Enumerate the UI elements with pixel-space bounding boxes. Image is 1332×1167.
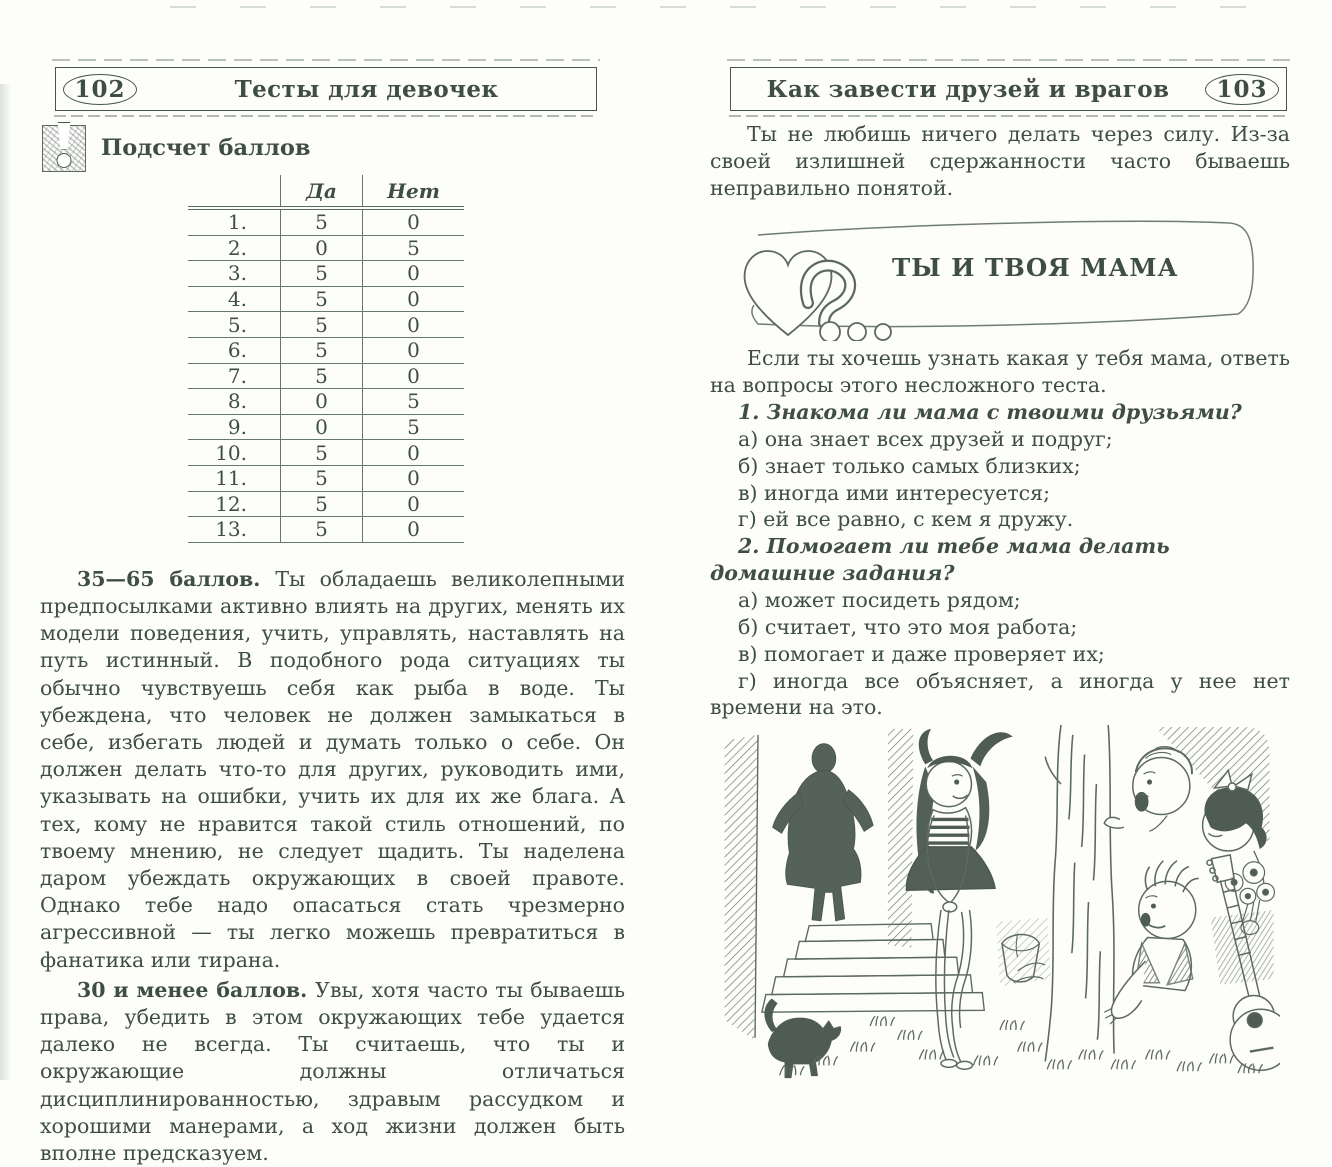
result-text: Ты обладаешь великолепными предпосылками активно влиять на других, менять их модели поведения, учить, управлять, наставлять на путь истинный. В подобного рода ситуациях ты обычно чувствуешь себя как рыба в воде. Ты убеждена, что человек не должен замыкаться в себе, избегать людей и думать только о себе. Он должен делать что-то для других, руководить ими, указывать на ошибки, учить их для их же блага. А тех, кому не нравится такой стиль отношений, по твоему мнению, не следует щадить. Ты наделена даром убеждать окружающих в своей правоте. Однако тебе надо опасаться стать чрезмерно агрессивной — ты легко можешь превратиться в фанатика или тирана. — [40, 566, 625, 972]
chapter-banner — [724, 213, 1290, 341]
question-1-option-g: г) ей все равно, с кем я дружу. — [738, 507, 1074, 532]
children-peeking-illustration — [718, 725, 1280, 1087]
left-page — [40, 60, 625, 1167]
test-intro-paragraph: Если ты хочешь узнать какая у тебя мама, ответь на вопросы этого несложного теста. — [710, 345, 1290, 397]
score-row: 7. 5 0 — [188, 364, 464, 390]
page-edge-shadow — [0, 84, 11, 1080]
page-number: 102 — [74, 75, 126, 103]
page-header-title: Тесты для девочек — [234, 75, 499, 103]
result-text: Увы, хотя часто ты бываешь права, убедить в этом окружающих тебе удается далеко не всегда. Ты считаешь, что ты и окружающие должны отличаться дисциплинированностью, здравым рассудком и хорошими манерами, а ход жизни должен быть вполне предсказуем. — [40, 977, 625, 1165]
exclamation-icon — [42, 125, 86, 172]
score-row: 6. 5 0 — [188, 338, 464, 364]
score-row: 5. 5 0 — [188, 312, 464, 338]
score-row: 10. 5 0 — [188, 440, 464, 466]
score-row: 13. 5 0 — [188, 517, 464, 543]
question-2-title: 2. Помогает ли тебе мама делать домашние задания? — [710, 534, 1170, 586]
right-page — [710, 60, 1290, 1091]
score-table-header — [188, 175, 464, 210]
right-page-header — [730, 67, 1287, 111]
score-section-header — [42, 124, 625, 172]
column-yes: Да — [280, 175, 362, 206]
question-2-option-b: б) считает, что это моя работа; — [738, 615, 1078, 639]
question-1-option-v: в) иногда ими интересуется; — [738, 480, 1051, 505]
score-row: 11. 5 0 — [188, 466, 464, 492]
section-title: Подсчет баллов — [101, 135, 311, 161]
question-2-option-g: г) иногда все объясняет, а иногда у нее нет времени на это. — [710, 668, 1290, 720]
question-2-option-v: в) помогает и даже проверяет их; — [738, 641, 1105, 666]
score-row: 9. 0 5 — [188, 415, 464, 441]
score-row: 3. 5 0 — [188, 261, 464, 287]
scan-artifact-rule — [170, 6, 1270, 8]
score-row: 1. 5 0 — [188, 210, 464, 236]
page-header-title: Как завести друзей и врагов — [766, 75, 1170, 103]
score-row: 2. 0 5 — [188, 236, 464, 262]
score-row: 12. 5 0 — [188, 492, 464, 518]
page-number: 103 — [1216, 75, 1268, 103]
question-1-option-b: б) знает только самых близких; — [738, 453, 1081, 478]
left-page-header — [55, 67, 597, 111]
intro-paragraph: Ты не любишь ничего делать через силу. Из-за своей излишней сдержанности часто бываешь неправильно понятой. — [710, 122, 1290, 201]
column-no: Нет — [362, 175, 464, 206]
page-number-oval — [63, 74, 137, 105]
chapter-title: ТЫ И ТВОЯ МАМА — [892, 252, 1179, 282]
result-lead: 35—65 баллов. — [77, 566, 276, 591]
score-row: 8. 0 5 — [188, 389, 464, 415]
score-table — [188, 175, 464, 543]
question-2-option-a: а) может посидеть рядом; — [738, 588, 1021, 613]
question-1-option-a: а) она знает всех друзей и подруг; — [738, 427, 1113, 452]
result-lead: 30 и менее баллов. — [77, 977, 316, 1002]
question-1-title: 1. Знакома ли мама с твоими друзьями? — [738, 400, 1242, 425]
result-paragraph-35-65 — [40, 566, 625, 974]
score-row: 4. 5 0 — [188, 287, 464, 313]
result-paragraph-30-less — [40, 977, 625, 1167]
page-number-oval — [1205, 74, 1279, 105]
